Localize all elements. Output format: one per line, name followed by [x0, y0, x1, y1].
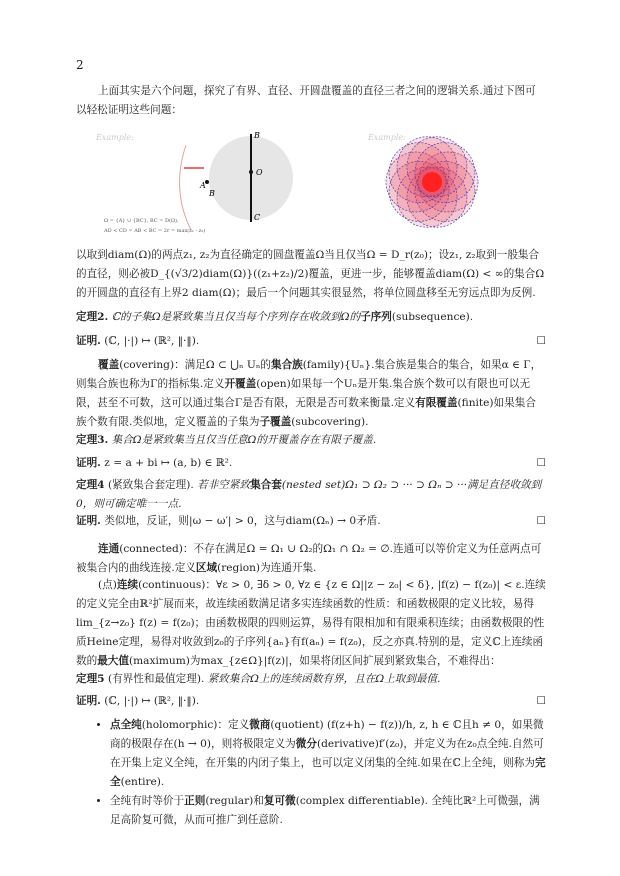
- qed-symbol: ☐: [536, 515, 546, 527]
- proof-5-label: 证明.: [76, 695, 101, 707]
- theorem-4-text-2: (nested set)Ω₁ ⊃ Ω₂ ⊃ ··· ⊃ Ωₙ ⊃ ···满足直径收敛到0，则可确定唯一一点.: [76, 479, 542, 510]
- paragraph-diameter: 以取到diam(Ω)的两点z₁, z₂为直径确定的圆盘覆盖Ω当且仅当Ω = D_r(z₀)；设z₁, z₂取到一般集合的直径，则必被D_{(√3/2)diam(Ω)}((z₁+z₂)/2)覆盖，更进一步，能够覆盖diam(Ω) < ∞的集合Ω的开圆盘的直径有上界2 diam(Ω)；最后一个问题其实很显然，将单位圆盘移至无穷远点即为反例.: [76, 249, 545, 299]
- continuous-text-2: (maximum)为max_{z∈Ω}|f(z)|，如果将闭区间扩展到紧致集合，不难得出：: [128, 655, 501, 667]
- term-region: 区域: [195, 562, 218, 574]
- proof-2: [76, 332, 546, 351]
- term-finite-cover: 有限覆盖: [415, 397, 458, 409]
- proof-3-label: 证明.: [76, 457, 101, 469]
- term-maximum: 最大值: [97, 655, 129, 667]
- bullet-text: (derivative)f′(z₀)，并定义为在z₀点全纯.自然可在开集上定义全纯，在开集的内闭子集上，也可以定义闭集的全纯.如果在ℂ上全纯，则称为: [110, 738, 544, 769]
- covering-text-3: (open)如果每一个Uₙ是开集.集合族个数可以有限也可以无限，甚至不可数，这可以通过集合Γ是否有限，无限是否可数来衡量.定义: [76, 378, 531, 409]
- label-b2: B: [209, 189, 215, 198]
- theorem-2-bold: 子序列: [360, 311, 392, 323]
- figure-left-watermark: Example:: [96, 133, 134, 142]
- proof-3: [76, 454, 546, 473]
- arc-curve: [180, 145, 191, 230]
- list-item: [110, 716, 546, 792]
- intro-paragraph: 上面其实是六个问题，探究了有界、直径、开圆盘覆盖的直径三者之间的逻辑关系.通过下图可以轻松证明这些问题：: [76, 85, 536, 116]
- list-item: [110, 792, 546, 830]
- term-covering: 覆盖: [98, 359, 120, 371]
- theorem-2-text: ℂ的子集Ω是紧致集当且仅当每个序列存在收敛到Ω的: [111, 311, 361, 323]
- theorem-5: [76, 670, 546, 689]
- term-entire: 完全: [110, 757, 546, 788]
- figures: [76, 130, 546, 242]
- bullet-text: (regular)和: [205, 795, 264, 807]
- label-a: A: [200, 181, 206, 190]
- figure-right: [367, 133, 478, 227]
- rosette-circles: [386, 137, 478, 227]
- term-open-cover: 开覆盖: [224, 378, 257, 390]
- label-c: C: [254, 213, 261, 222]
- covering-paragraph: [76, 356, 546, 432]
- theorem-4-paren: (紧致集合套定理).: [107, 479, 194, 491]
- proof-5-text: (ℂ, |·|) ↦ (ℝ², ‖·‖).: [104, 695, 200, 707]
- term-continuous: 连续: [116, 579, 139, 591]
- theorem-3-text: 集合Ω是紧致集当且仅当任意Ω的开覆盖存在有限子覆盖.: [111, 434, 377, 446]
- bullet-text: (quotient) (f(z+h) − f(z))/h, z, h ∈ ℂ且h ≠ 0，如果微商的极限存在(h → 0)，则将极限定义为: [110, 719, 544, 750]
- covering-text-4: (finite)如果集合族个数有限.类似地，定义覆盖的子集为: [76, 397, 536, 428]
- covering-text-1: (covering)：满足Ω ⊂ ⋃ₙ Uₙ的: [119, 359, 271, 371]
- qed-symbol: ☐: [536, 457, 546, 469]
- term-holomorphic: 点全纯: [110, 719, 142, 731]
- covering-text-2: (family){Uₙ}.集合族是集合的集合，如果α ∈ Γ，则集合族也称为Γ的指标集.定义: [76, 359, 542, 390]
- theorem-2-tail: (subsequence).: [391, 311, 474, 323]
- figure-right-watermark: Example:: [368, 133, 406, 142]
- connected-paragraph: [76, 540, 546, 578]
- proof-4-label: 证明.: [76, 515, 101, 527]
- qed-symbol: ☐: [536, 695, 546, 707]
- page-number: 2: [76, 58, 84, 72]
- continuous-pre: (点): [98, 579, 117, 591]
- covering-text-5: (subcovering).: [291, 416, 369, 428]
- theorem-2: [76, 308, 546, 327]
- point-o: [249, 170, 253, 174]
- figure-caption-2: AD < CD = AB < BC = 2r = max(z₁ - z₂): [104, 228, 206, 234]
- bullet-text: (holomorphic)：定义: [141, 719, 250, 731]
- continuous-text-1: (continuous)：∀ε > 0, ∃δ > 0, ∀z ∈ {z ∈ Ω||z − z₀| < δ}, |f(z) − f(z₀)| < ε.连续的定义完全由ℝ²扩展而来，故连续函数满足诸多实连续函数的性质：和函数极限的定义比较，易得lim_{z→z₀} f(z) = f(z₀)；由函数极限的四则运算，易得有限相加和有限乘积连续；由函数极限的性质Heine定理，易得对收敛到z₀的子序列{aₙ}有f(aₙ) = f(z₀)，反之亦真.特别的是，定义ℂ上连续函数的: [76, 579, 546, 667]
- proof-2-label: 证明.: [76, 335, 101, 347]
- term-subcover: 子覆盖: [259, 416, 292, 428]
- term-regular: 正则: [184, 795, 206, 807]
- bullet-pre: 全纯有时等价于: [110, 795, 185, 807]
- theorem-5-label: 定理5: [76, 673, 105, 685]
- proof-4: [76, 512, 546, 531]
- term-quotient: 微商: [249, 719, 271, 731]
- rosette-circle: [415, 143, 475, 203]
- bullet-text: (complex differentiable). 全纯比ℝ²上可微强，满足高阶复可微，从而可推广到任意阶.: [110, 795, 540, 826]
- connected-text-1: (connected)：不存在满足Ω = Ω₁ ∪ Ω₂的Ω₁ ∩ Ω₂ = ∅.连通可以等价定义为任意两点可被集合内的曲线连接.定义: [76, 543, 542, 574]
- term-complex-differentiable: 复可微: [263, 795, 296, 807]
- bullet-text: (entire).: [120, 776, 165, 788]
- term-connected: 连通: [98, 543, 120, 555]
- proof-2-text: (ℂ, |·|) ↦ (ℝ², ‖·‖).: [104, 335, 200, 347]
- theorem-2-label: 定理2.: [76, 311, 109, 323]
- theorem-3: [76, 431, 546, 450]
- rosette-core: [422, 172, 442, 192]
- theorem-3-label: 定理3.: [76, 434, 109, 446]
- proof-3-text: z = a + bi ↦ (a, b) ∈ ℝ².: [104, 457, 233, 469]
- qed-symbol: ☐: [536, 335, 546, 347]
- connected-text-2: (region)为连通开集.: [217, 562, 317, 574]
- theorem-5-text: 紧致集合Ω上的连续函数有界，且在Ω上取到最值.: [207, 673, 441, 685]
- continuous-paragraph: [76, 576, 546, 671]
- bullet-list: [76, 716, 546, 830]
- theorem-4-text-1: 若非空紧致: [197, 479, 251, 491]
- proof-4-text: 类似地，反证，则|ω − ω′| > 0，这与diam(Ωₙ) → 0矛盾.: [104, 515, 381, 527]
- theorem-5-paren: (有界性和最值定理).: [107, 673, 205, 685]
- term-nested-set: 集合套: [250, 479, 282, 491]
- term-family: 集合族: [271, 359, 303, 371]
- term-derivative: 微分: [295, 738, 317, 750]
- figure-caption-1: Ω = {A} ∪ {BC}, BC = D(Ω),: [104, 218, 179, 224]
- theorem-4-label: 定理4: [76, 479, 105, 491]
- figure-left: [76, 130, 546, 242]
- proof-5: [76, 692, 546, 711]
- label-o: O: [256, 168, 263, 177]
- label-b: B: [254, 131, 260, 140]
- theorem-4: [76, 476, 546, 514]
